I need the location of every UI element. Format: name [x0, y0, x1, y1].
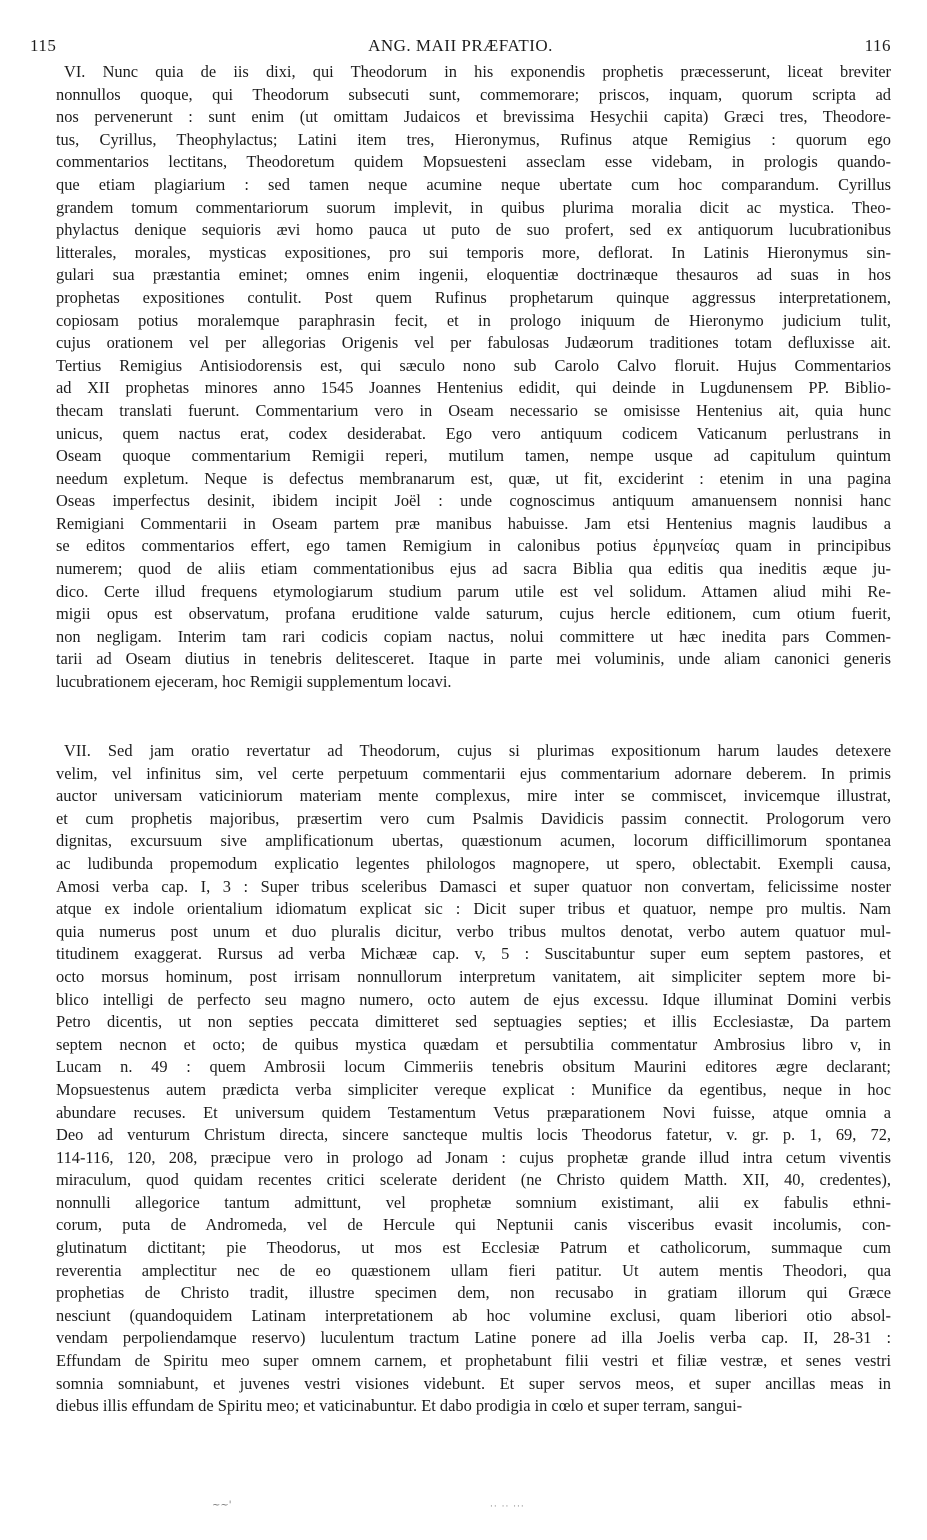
text-line: Oseas imperfectus desinit, ibidem incipit Joël : unde cognoscimus antiquum amanuensem nonnisi hanc	[56, 491, 891, 511]
text-line: titudinem exaggerat. Rursus ad verba Michææ cap. v, 5 : Suscitabuntur super eum septem pastores, et	[56, 944, 891, 964]
page-header	[30, 36, 891, 58]
text-line: Petro dicentis, ut non septies peccata dimitteret sed septuagies septies; et illis Ecclesiastæ, Da partem	[56, 1012, 891, 1032]
text-line: corum, puta de Andromeda, vel de Hercule qui Neptunii canis visceribus evasit incolumis, con-	[56, 1215, 891, 1235]
text-line: octo morsus hominum, post irrisam nonnullorum interpretum vanitatem, ait simpliciter septem more bi-	[56, 966, 891, 986]
text-line: tus, Cyrillus, Theophylactus; Latini item tres, Hieronymus, Rufinus atque Remigius : quorum ego	[56, 129, 891, 149]
text-line: velim, vel infinitus sim, vel certe perpetuum commentarii ejus commentarium adornare deberem. In primis	[56, 763, 891, 783]
text-line: litterales, morales, mysticas expositiones, pro sui temporis more, deflorat. In Latinis Hieronymus sin-	[56, 242, 891, 262]
text-line: 114-116, 120, 208, præcipue vero in prologo ad Jonam : cujus prophetæ grande illud intra cetum viventis	[56, 1147, 891, 1167]
text-line: ac ludibunda propemodum explicatio legentes philologos magnopere, ut spero, oblectabit. Exempli causa,	[56, 853, 891, 873]
text-line: migii opus est observatum, profana eruditione valde saturum, cujus hercle editionem, cum otium fuerit,	[56, 604, 891, 624]
text-line: blico intelligi de perfecto seu magno numero, octo autem de ejus excessu. Idque illuminat Domini verbis	[56, 989, 891, 1009]
text-line: somnia somniabunt, et juvenes vestri visiones videbunt. Et super servos meos, et super ancillas meas in	[56, 1373, 891, 1393]
text-line: commentarios lectitans, Theodoretum quidem Mopsuesteni asseclam esse videbam, in prologis quando-	[56, 152, 891, 172]
text-line: VII. Sed jam oratio revertatur ad Theodorum, cujus si plurimas expositionum harum laudes detexere	[64, 741, 891, 760]
text-line: prophetias de Christo tradit, illustre specimen dem, non recusabo in gratiam illorum qui Græce	[56, 1283, 891, 1303]
text-line: nos pervenerunt : sunt enim (ut omittam Judaicos et brevissima Hesychii capita) Græci tres, Theodore-	[56, 107, 891, 127]
text-line: prophetas expositiones contulit. Post quem Rufinus prophetarum quinque aggressus interpretationem,	[56, 287, 891, 307]
text-line: diebus illis effundam de Spiritu meo; et vaticinabuntur. Et dabo prodigia in cœlo et super terram, sangui-	[56, 1396, 743, 1416]
section-vii	[56, 740, 891, 1418]
text-line: needum expletum. Neque is defectus membranarum est, quæ, ut fit, exciderint : etenim in una pagina	[56, 468, 891, 488]
text-line: glutinatum dictitant; pie Theodorus, ut mos est Ecclesiæ Patrum et catholicorum, summaque cum	[56, 1238, 891, 1258]
text-line: nonnullos quoque, qui Theodorum subsecuti sunt, commemorare; priscos, inquam, quorum scripta ad	[56, 84, 891, 104]
text-line: VI. Nunc quia de iis dixi, qui Theodorum in his exponendis prophetis præcesserunt, liceat breviter	[64, 62, 891, 81]
text-line: ad XII prophetas minores anno 1545 Joannes Hentenius edidit, qui deinde in Lugdunensem PP. Biblio-	[56, 378, 891, 398]
text-line: vendam perpoliendamque reservo) luculentum tractum Latine ponere ad illa Joelis verba cap. II, 28-31 :	[56, 1328, 891, 1348]
text-line: lucubrationem ejeceram, hoc Remigii supplementum locavi.	[56, 672, 452, 692]
text-line: miraculum, quod quidam recentes critici scelerate derident (ne Christo quidem Matth. XII, 40, credentes),	[56, 1170, 891, 1190]
text-line: se editos commentarios effert, ego tamen Remigium in calonibus potius ἑρμηνείας quam in principibus	[56, 536, 891, 556]
text-line: numerem; quod de aliis etiam commentationibus ejus ad sacra Biblia qua editis qua ineditis æque ju-	[56, 559, 891, 579]
text-line: abundare recuses. Et universum quidem Testamentum Vetus præparationem Novi fuisse, atque omnia a	[56, 1102, 891, 1122]
text-line: Deo ad venturum Christum directa, sincere sancteque multis locis Theodorus fatetur, v. gr. p. 1, 69, 72,	[56, 1125, 891, 1145]
text-line: dico. Certe illud frequens etymologiarum studium parum utile est vel solidum. Attamen aliud mihi Re-	[56, 581, 891, 601]
text-line: Remigiani Commentarii in Oseam partem præ manibus habuisse. Jam etsi Hentenius magnis laudibus a	[56, 513, 891, 533]
text-line: dignitas, excursuum sive amplificationum ubertas, quæstionum acumen, locorum difficillimorum spontanea	[56, 831, 891, 851]
column-number-left: 115	[30, 36, 57, 55]
text-line: auctor universam vaticiniorum materiam mente complexus, mire inter se commiscet, invicemque illustrat,	[56, 786, 891, 806]
text-line: non negligam. Interim tam rari codicis copiam nactus, nolui committere ut hæc inedita pars Commen-	[56, 626, 891, 646]
text-line: Amosi verba cap. I, 3 : Super tribus sceleribus Damasci et super quatuor non convertam, felicissime noster	[56, 876, 891, 896]
text-line: reverentia amplectitur nec de eo quæstionem ullam fieri patitur. Ut autem mentis Theodori, qua	[56, 1260, 891, 1280]
text-line: grandem tomum commentariorum suorum implevit, in quibus plurima moralia dicit ac mystica. Theo-	[56, 197, 891, 217]
footer-marks	[200, 1500, 800, 1520]
text-line: Tertius Remigius Antisiodorensis est, qui sæculo nono sub Carolo Calvo floruit. Hujus Commentarios	[56, 355, 891, 375]
text-line: Lucam n. 49 : quem Ambrosii locum Cimmeriis tenebris obsitum Maurini editores ægre declarant;	[56, 1057, 891, 1077]
text-line: copiosam potius moralemque paraphrasin fecit, et in prologo iniquum de Hieronymo judicium tulit,	[56, 310, 891, 330]
text-line: septem necnon et octo; de quibus mystica quædam et persubtilia commentatur Ambrosius libro v, in	[56, 1034, 891, 1054]
section-vi	[56, 61, 891, 694]
text-line: nonnulli allegorice tantum admittunt, vel prophetæ somnium existimant, alii ex fabulis ethni-	[56, 1192, 891, 1212]
text-line: unicus, quem nactus erat, codex desiderabat. Ego vero antiquum codicem Vaticanum perlustrans in	[56, 423, 891, 443]
text-line: Effundam de Spiritu meo super omnem carnem, et prophetabunt filii vestri et filiæ vestræ, et senes vestri	[56, 1351, 891, 1371]
text-line: que etiam plagiarium : sed tamen neque acumine neque ubertate cum hoc comparandum. Cyrillus	[56, 174, 891, 194]
text-line: phylactus denique sequioris ævi homo pauca ut puto de suo profert, sed ex antiquorum lucubrationibus	[56, 220, 891, 240]
text-line: atque ex indole orientalium idiomatum explicat sic : Dicit super tribus et quatuor, nempe pro multis. Nam	[56, 899, 891, 919]
text-line: thecam translati fuerunt. Commentarium vero in Oseam necessario se omisisse Hentenius ait, quia hunc	[56, 400, 891, 420]
text-line: et cum prophetis majoribus, præsertim vero cum Psalmis Davidicis passim connectit. Prologorum vero	[56, 808, 891, 828]
column-number-right: 116	[864, 36, 891, 55]
text-line: Mopsuestenus autem prædicta verba simpliciter vereque explicat : Munifice da egentibus, neque in hoc	[56, 1079, 891, 1099]
text-line: tarii ad Oseam diutius in tenebris delitesceret. Itaque in parte mei voluminis, unde aliam canonici generis	[56, 649, 891, 669]
footer-mark-center: ·· ·· ···	[490, 1502, 525, 1512]
text-line: cujus orationem vel per allegorias Origenis vel per fabulosas Judæorum traditiones totam defluxisse ait.	[56, 333, 891, 353]
text-line: Oseam quoque commentarium Remigii reperi, mutilum tamen, nempe usque ad capitulum quintum	[56, 446, 891, 466]
running-title: ANG. MAII PRÆFATIO.	[368, 36, 553, 55]
text-line: quia numerus post unum et duo pluralis dicitur, verbo tribus multos denotat, verbo autem quatuor mul-	[56, 921, 891, 941]
text-line: gulari sua præstantia eminet; omnes enim ingenii, eloquentiæ doctrinæque thesauros ad suas in hos	[56, 265, 891, 285]
text-line: nesciunt (quandoquidem Latinam interpretationem ab hoc volumine exclusi, quam liberiori otio absol-	[56, 1305, 891, 1325]
footer-mark-left: ~~'	[212, 1500, 232, 1511]
